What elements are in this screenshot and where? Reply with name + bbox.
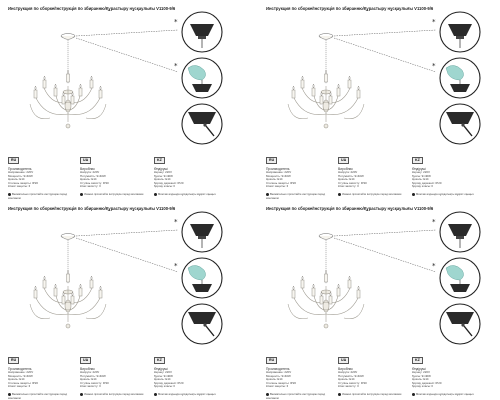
spec-column-1 <box>8 148 72 200</box>
hand-wiring-icon <box>440 258 480 298</box>
sheet-title: Инструкция по сборке/Інструкція по збиранню/Құрастыру нұсқаулығы V1100-9/6 <box>266 6 434 11</box>
screw-mount-icon <box>440 304 480 344</box>
assembly-illustration <box>264 210 492 346</box>
chandelier <box>30 86 106 128</box>
manufacturer-label: Производитель <box>266 367 290 371</box>
spec-line: Клас захисту: II <box>338 384 359 389</box>
star-mark-top: * <box>432 18 436 26</box>
star-mark-middle: * <box>432 62 436 70</box>
instruction-sheet <box>6 206 234 400</box>
spec-column-3 <box>154 148 218 197</box>
warning-note: Внимательно прочитайте инструкцию перед монтажом <box>8 193 68 200</box>
spec-line: Потужність: 9×40W <box>80 173 106 178</box>
ceiling-cup-icon <box>182 212 222 252</box>
spec-line: Кернеу: 220V <box>412 170 430 174</box>
language-flag: KZ <box>412 157 423 164</box>
spec-line: Клас захисту: II <box>80 384 101 389</box>
spec-line: Цоколь: E14 <box>154 177 171 182</box>
manufacturer-label: Производитель <box>8 167 32 171</box>
chandelier <box>30 286 106 328</box>
spec-line: Мощность: 9×40W <box>266 373 291 378</box>
spec-line: Кернеу: 220V <box>412 370 430 374</box>
language-flag: RU <box>8 157 19 164</box>
spec-line: Цоколь: E14 <box>412 177 429 182</box>
spec-line: Кернеу: 220V <box>154 170 172 174</box>
star-mark-top: * <box>174 18 178 26</box>
spec-list <box>8 171 72 189</box>
ceiling-cup-icon <box>182 12 222 52</box>
spec-column-1 <box>266 148 330 200</box>
spec-list <box>80 371 144 389</box>
spec-line: Цоколь: E14 <box>80 177 97 182</box>
spec-line: Қорғау класы: II <box>412 184 434 189</box>
manufacturer-label: Виробник <box>338 367 353 371</box>
warning-note: Внимательно прочитайте инструкцию перед монтажом <box>266 193 326 200</box>
chandelier <box>288 86 364 128</box>
spec-line: Қуаты: 9×40W <box>154 173 173 178</box>
spec-list <box>338 171 402 189</box>
spec-line: Потужність: 9×40W <box>80 373 106 378</box>
spec-list <box>8 371 72 389</box>
manufacturer-label: Виробник <box>80 367 95 371</box>
spec-line: Қорғау дәрежесі: IP20 <box>154 380 184 385</box>
spec-line: Мощность: 9×40W <box>266 173 291 178</box>
spec-line: Напряжение: 220V <box>8 370 34 374</box>
callout-lines <box>76 30 178 72</box>
spec-line: Степень защиты: IP20 <box>266 380 296 385</box>
assembly-illustration <box>6 10 234 146</box>
spec-column-3 <box>412 348 476 397</box>
language-flag: RU <box>266 157 277 164</box>
spec-line: Напруга: 220V <box>338 170 358 174</box>
star-mark-top: * <box>432 218 436 226</box>
spec-line: Клас захисту: II <box>80 184 101 189</box>
screw-mount-icon <box>440 104 480 144</box>
spec-line: Цоколь: E14 <box>80 377 97 382</box>
spec-line: Потужність: 9×40W <box>338 373 364 378</box>
spec-list <box>266 171 330 189</box>
manufacturer-label: Виробник <box>338 167 353 171</box>
spec-line: Напруга: 220V <box>80 370 100 374</box>
language-flag: UA <box>80 357 91 364</box>
instruction-sheet <box>264 206 492 400</box>
warning-note: Внимательно прочитайте инструкцию перед монтажом <box>8 393 68 400</box>
spec-line: Напряжение: 220V <box>266 170 292 174</box>
warning-note: Уважно прочитайте інструкцію перед монтажем <box>80 193 144 197</box>
spec-column-2 <box>338 348 402 397</box>
hand-wiring-icon <box>182 258 222 298</box>
spec-column-1 <box>266 348 330 400</box>
spec-column-3 <box>154 348 218 397</box>
spec-line: Цоколь: E14 <box>266 177 283 182</box>
spec-line: Қуаты: 9×40W <box>154 373 173 378</box>
spec-list <box>80 171 144 189</box>
warning-note: Монтаж алдында нұсқаулықты мұқият оқыңыз <box>154 393 218 397</box>
screw-mount-icon <box>182 304 222 344</box>
spec-list <box>266 371 330 389</box>
spec-line: Кернеу: 220V <box>154 370 172 374</box>
manufacturer-label: Өндіруші <box>154 167 168 171</box>
spec-list <box>154 171 218 189</box>
manufacturer-label: Өндіруші <box>412 367 426 371</box>
spec-column-3 <box>412 148 476 197</box>
spec-line: Цоколь: E14 <box>8 177 25 182</box>
spec-list <box>412 371 476 389</box>
spec-line: Ступінь захисту: IP20 <box>80 380 109 385</box>
spec-line: Напряжение: 220V <box>266 370 292 374</box>
spec-line: Қуаты: 9×40W <box>412 373 431 378</box>
spec-line: Степень защиты: IP20 <box>8 380 38 385</box>
spec-line: Цоколь: E14 <box>266 377 283 382</box>
warning-note: Монтаж алдында нұсқаулықты мұқият оқыңыз <box>412 193 476 197</box>
spec-line: Цоколь: E14 <box>338 377 355 382</box>
hand-wiring-icon <box>440 58 480 98</box>
hand-wiring-icon <box>182 58 222 98</box>
spec-line: Қорғау дәрежесі: IP20 <box>412 180 442 185</box>
star-mark-middle: * <box>174 262 178 270</box>
spec-line: Қорғау класы: II <box>412 384 434 389</box>
spec-line: Цоколь: E14 <box>412 377 429 382</box>
spec-line: Напруга: 220V <box>338 370 358 374</box>
language-flag: KZ <box>412 357 423 364</box>
spec-line: Қуаты: 9×40W <box>412 173 431 178</box>
instruction-sheet <box>264 6 492 200</box>
manufacturer-label: Виробник <box>80 167 95 171</box>
spec-line: Напряжение: 220V <box>8 170 34 174</box>
spec-line: Қорғау класы: II <box>154 384 176 389</box>
callout-lines <box>76 230 178 272</box>
spec-line: Ступінь захисту: IP20 <box>80 180 109 185</box>
spec-list <box>412 171 476 189</box>
warning-note: Монтаж алдында нұсқаулықты мұқият оқыңыз <box>412 393 476 397</box>
spec-line: Ступінь захисту: IP20 <box>338 380 367 385</box>
spec-line: Степень защиты: IP20 <box>8 180 38 185</box>
sheet-title: Инструкция по сборке/Інструкція по збиранню/Құрастыру нұсқаулығы V1100-9/6 <box>8 6 176 11</box>
star-mark-middle: * <box>174 62 178 70</box>
warning-note: Уважно прочитайте інструкцію перед монтажем <box>338 193 402 197</box>
language-flag: KZ <box>154 357 165 364</box>
star-mark-top: * <box>174 218 178 226</box>
spec-line: Мощность: 9×40W <box>8 173 33 178</box>
spec-line: Класс защиты: II <box>266 184 289 189</box>
spec-line: Цоколь: E14 <box>154 377 171 382</box>
spec-column-2 <box>338 148 402 197</box>
spec-column-2 <box>80 148 144 197</box>
spec-line: Қорғау дәрежесі: IP20 <box>154 180 184 185</box>
assembly-illustration <box>6 210 234 346</box>
sheet-title: Инструкция по сборке/Інструкція по збиранню/Құрастыру нұсқаулығы V1100-9/6 <box>8 206 176 211</box>
manufacturer-label: Производитель <box>8 367 32 371</box>
manufacturer-label: Производитель <box>266 167 290 171</box>
chandelier <box>288 286 364 328</box>
spec-line: Напруга: 220V <box>80 170 100 174</box>
spec-line: Потужність: 9×40W <box>338 173 364 178</box>
callout-lines <box>334 30 436 72</box>
spec-line: Қорғау класы: II <box>154 184 176 189</box>
manufacturer-label: Өндіруші <box>412 167 426 171</box>
spec-line: Клас захисту: II <box>338 184 359 189</box>
spec-line: Цоколь: E14 <box>338 177 355 182</box>
warning-note: Внимательно прочитайте инструкцию перед монтажом <box>266 393 326 400</box>
screw-mount-icon <box>182 104 222 144</box>
language-flag: KZ <box>154 157 165 164</box>
language-flag: UA <box>338 357 349 364</box>
language-flag: RU <box>8 357 19 364</box>
spec-line: Степень защиты: IP20 <box>266 180 296 185</box>
warning-note: Уважно прочитайте інструкцію перед монтажем <box>80 393 144 397</box>
spec-line: Класс защиты: II <box>8 184 31 189</box>
spec-list <box>338 371 402 389</box>
ceiling-cup-icon <box>440 12 480 52</box>
sheet-title: Инструкция по сборке/Інструкція по збиранню/Құрастыру нұсқаулығы V1100-9/6 <box>266 206 434 211</box>
manufacturer-label: Өндіруші <box>154 367 168 371</box>
spec-line: Қорғау дәрежесі: IP20 <box>412 380 442 385</box>
spec-line: Ступінь захисту: IP20 <box>338 180 367 185</box>
language-flag: UA <box>338 157 349 164</box>
spec-line: Цоколь: E14 <box>8 377 25 382</box>
spec-column-2 <box>80 348 144 397</box>
language-flag: UA <box>80 157 91 164</box>
instruction-sheet <box>6 6 234 200</box>
ceiling-cup-icon <box>440 212 480 252</box>
spec-list <box>154 371 218 389</box>
spec-column-1 <box>8 348 72 400</box>
warning-note: Монтаж алдында нұсқаулықты мұқият оқыңыз <box>154 193 218 197</box>
spec-line: Мощность: 9×40W <box>8 373 33 378</box>
assembly-illustration <box>264 10 492 146</box>
star-mark-middle: * <box>432 262 436 270</box>
callout-lines <box>334 230 436 272</box>
spec-line: Класс защиты: II <box>266 384 289 389</box>
language-flag: RU <box>266 357 277 364</box>
warning-note: Уважно прочитайте інструкцію перед монтажем <box>338 393 402 397</box>
spec-line: Класс защиты: II <box>8 384 31 389</box>
